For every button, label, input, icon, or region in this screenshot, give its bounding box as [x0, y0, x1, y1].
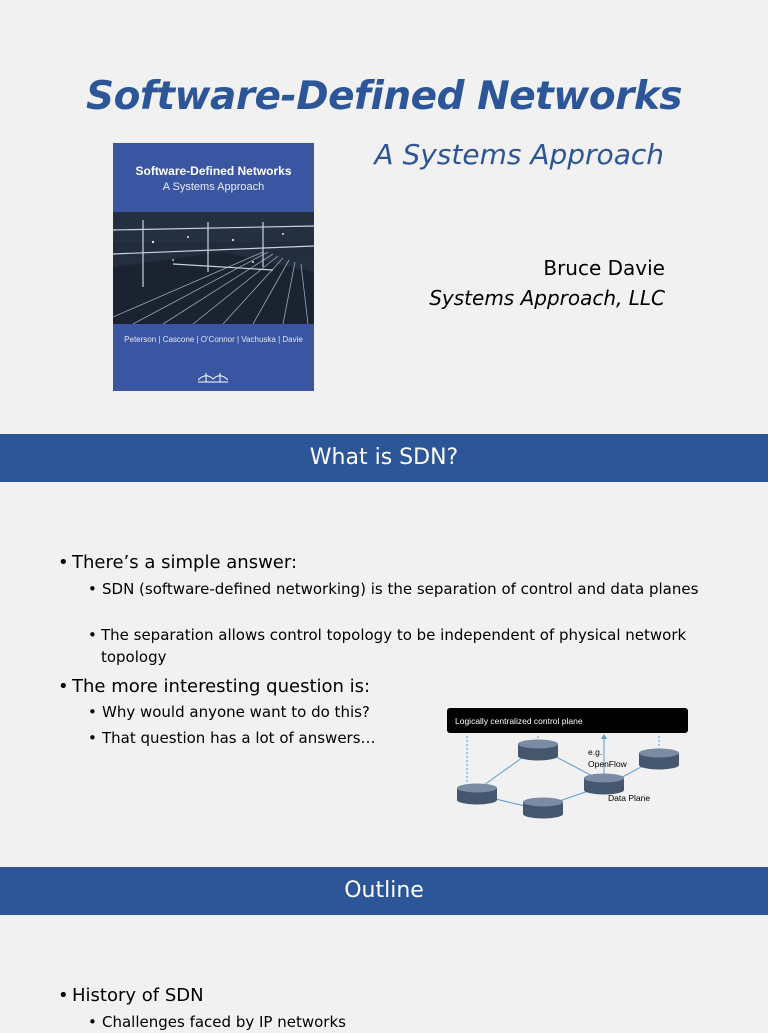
slide-subtitle: A Systems Approach — [374, 138, 664, 171]
bullet-dot: • — [88, 580, 97, 598]
bullet-dot: • — [58, 552, 69, 573]
section-heading-what-is-sdn: What is SDN? — [0, 434, 768, 482]
bullet-dot: • — [88, 703, 97, 721]
bullet-dot: • — [58, 676, 69, 697]
switch-node — [518, 740, 558, 761]
openflow-label: OpenFlow — [588, 759, 627, 769]
sub-bullet-item — [88, 578, 708, 600]
sdn-diagram — [445, 706, 690, 826]
bullet-item — [58, 552, 297, 573]
cover-title: Software-Defined Networks — [135, 164, 292, 178]
sub-bullet-item — [88, 624, 708, 668]
cover-photo — [113, 212, 314, 324]
bullet-dot: • — [88, 626, 97, 644]
author-name: Bruce Davie — [543, 256, 665, 280]
sub-bullet-text: SDN (software-defined networking) is the separation of control and data planes — [102, 580, 699, 598]
bullet-item — [58, 985, 204, 1006]
bridge-icon — [198, 370, 228, 386]
eg-label: e.g. — [588, 747, 603, 757]
section-heading-outline: Outline — [0, 867, 768, 915]
bullet-item — [58, 676, 370, 697]
switch-node — [584, 774, 624, 795]
sub-bullet-item — [88, 701, 370, 723]
switch-node — [639, 749, 679, 770]
sub-bullet-item — [88, 727, 376, 749]
switch-node — [523, 798, 563, 819]
openflow-arrow — [601, 734, 607, 739]
cover-authors: Peterson | Cascone | O'Connor | Vachuska | Davie — [124, 335, 303, 344]
switch-node — [457, 784, 497, 805]
slide-title: Software-Defined Networks — [85, 74, 683, 119]
data-plane-label: Data Plane — [608, 793, 651, 803]
sub-bullet-item — [88, 1011, 346, 1033]
control-plane-label: Logically centralized control plane — [455, 716, 583, 726]
sub-bullet-text: Why would anyone want to do this? — [102, 703, 370, 721]
bullet-text: The more interesting question is: — [72, 676, 371, 697]
sub-bullet-text: That question has a lot of answers… — [102, 729, 376, 747]
sub-bullet-text: The separation allows control topology to be independent of physical network topology — [100, 626, 687, 666]
bullet-dot: • — [88, 729, 97, 747]
bullet-dot: • — [88, 1013, 97, 1031]
author-affiliation: Systems Approach, LLC — [429, 286, 665, 310]
bullet-dot: • — [58, 985, 69, 1006]
bullet-text: History of SDN — [72, 985, 204, 1006]
book-cover — [113, 143, 314, 391]
sub-bullet-text: Challenges faced by IP networks — [102, 1013, 346, 1031]
bullet-text: There’s a simple answer: — [72, 552, 298, 573]
cover-subtitle: A Systems Approach — [162, 181, 265, 193]
